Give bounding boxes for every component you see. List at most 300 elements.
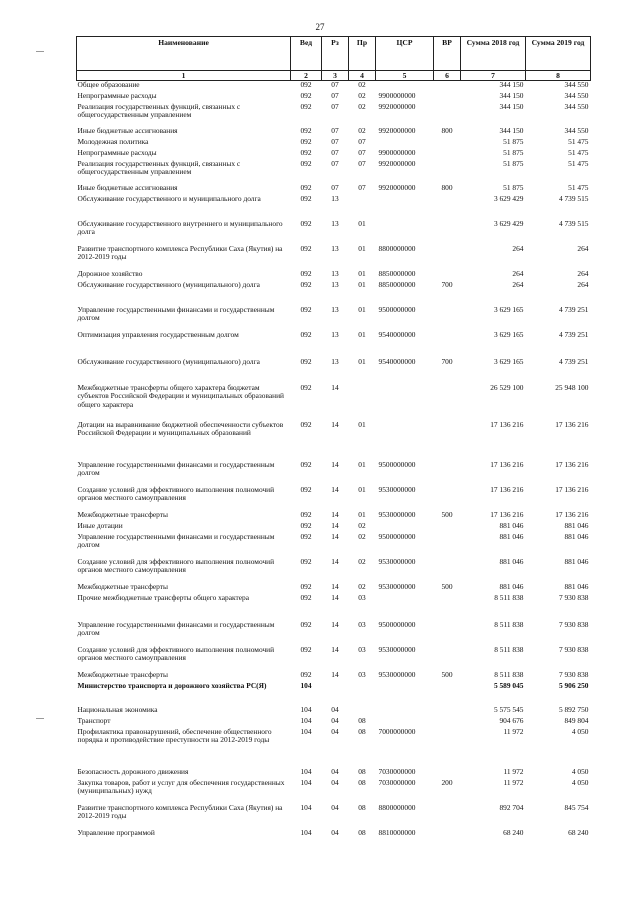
- margin-mark: [36, 718, 44, 719]
- header-number: 6: [434, 71, 461, 81]
- cell-ved: 104: [300, 802, 312, 812]
- cell-sum-2019: 7 930 838: [558, 592, 589, 602]
- cell-vr: 800: [441, 125, 453, 135]
- cell-rz: 14: [331, 556, 339, 566]
- cell-ved: 092: [300, 382, 312, 392]
- cell-sum-2019: 881 046: [564, 556, 589, 566]
- cell-ved: 092: [300, 329, 312, 339]
- header-vr: ВР: [434, 37, 461, 71]
- cell-pr: 07: [358, 136, 366, 146]
- cell-vr: [434, 717, 461, 728]
- cell-vr: [434, 160, 461, 184]
- table-row: [77, 270, 591, 281]
- cell-csr: 9540000000: [378, 329, 416, 339]
- cell-name: Развитие транспортного комплекса Республики Саха (Якутия) на 2012-2019 годы: [77, 802, 283, 821]
- table-row: [77, 127, 591, 138]
- cell-sum-2018: 5 589 045: [493, 680, 524, 690]
- cell-vr: [434, 149, 461, 160]
- cell-vr: [434, 92, 461, 103]
- table-row: [77, 594, 591, 621]
- cell-sum-2018: 264: [512, 268, 524, 278]
- cell-sum-2018: 26 529 100: [490, 382, 524, 392]
- cell-pr: 02: [358, 556, 366, 566]
- table-row: [77, 81, 591, 92]
- cell-rz: 07: [331, 101, 339, 111]
- cell-pr: [349, 195, 376, 220]
- cell-rz: 13: [331, 218, 339, 228]
- cell-name: Обслуживание государственного (муниципального) долга: [77, 356, 260, 366]
- header-rz: Рз: [322, 37, 349, 71]
- cell-csr: 9530000000: [378, 669, 416, 679]
- cell-vr: [434, 306, 461, 331]
- cell-ved: 092: [300, 669, 312, 679]
- cell-sum-2018: 17 136 216: [490, 509, 524, 519]
- cell-sum-2019: 7 930 838: [558, 669, 589, 679]
- table-row: [77, 421, 591, 461]
- cell-rz: 04: [331, 827, 339, 837]
- cell-rz: 07: [331, 147, 339, 157]
- table-row: [77, 281, 591, 306]
- cell-vr: [434, 103, 461, 127]
- cell-name: Закупка товаров, работ и услуг для обеспечения государственных (муниципальных) нужд: [77, 777, 285, 796]
- cell-name: Управление государственными финансами и государственным долгом: [77, 304, 275, 323]
- cell-sum-2019: 264: [577, 268, 589, 278]
- cell-sum-2019: 4 739 251: [558, 304, 589, 314]
- cell-sum-2019: 4 739 515: [558, 218, 589, 228]
- cell-name: Управление государственными финансами и государственным долгом: [77, 531, 275, 550]
- cell-sum-2018: 17 136 216: [490, 419, 524, 429]
- cell-csr: [376, 594, 434, 621]
- cell-pr: 01: [358, 509, 366, 519]
- table-row: [77, 728, 591, 768]
- cell-rz: 13: [331, 356, 339, 366]
- cell-vr: 700: [441, 279, 453, 289]
- table-row: [77, 92, 591, 103]
- cell-sum-2019: 17 136 216: [555, 484, 589, 494]
- cell-rz: 04: [331, 766, 339, 776]
- cell-pr: 07: [358, 147, 366, 157]
- cell-ved: 092: [300, 90, 312, 100]
- cell-sum-2018: 51 875: [503, 136, 524, 146]
- cell-vr: 500: [441, 509, 453, 519]
- cell-sum-2018: 3 629 429: [493, 193, 524, 203]
- cell-ved: 104: [300, 766, 312, 776]
- cell-vr: [434, 138, 461, 149]
- cell-vr: 700: [441, 356, 453, 366]
- table-row: [77, 103, 591, 127]
- cell-sum-2018: 8 511 838: [494, 644, 524, 654]
- cell-sum-2018: 881 046: [499, 520, 524, 530]
- cell-rz: 13: [331, 329, 339, 339]
- table-row: [77, 384, 591, 421]
- cell-rz: 14: [331, 520, 339, 530]
- cell-vr: [434, 245, 461, 270]
- cell-sum-2019: 4 739 515: [558, 193, 589, 203]
- cell-ved: 104: [300, 680, 312, 690]
- cell-ved: 092: [300, 581, 312, 591]
- cell-vr: 500: [441, 669, 453, 679]
- cell-ved: 092: [300, 556, 312, 566]
- cell-csr: 9530000000: [378, 556, 416, 566]
- cell-csr: 8850000000: [378, 268, 416, 278]
- cell-csr: [376, 421, 434, 461]
- cell-ved: 092: [300, 304, 312, 314]
- cell-name: Дорожное хозяйство: [77, 268, 143, 278]
- cell-sum-2019: 4 050: [571, 766, 589, 776]
- cell-pr: [349, 706, 376, 717]
- cell-pr: 01: [358, 243, 366, 253]
- cell-name: Межбюджетные трансферты: [77, 509, 168, 519]
- cell-sum-2018: 8 511 838: [494, 619, 524, 629]
- cell-pr: 08: [358, 777, 366, 787]
- table-row: [77, 245, 591, 270]
- cell-csr: 9920000000: [378, 125, 416, 135]
- cell-vr: [434, 728, 461, 768]
- cell-csr: [376, 706, 434, 717]
- cell-name: Обслуживание государственного внутреннего и муниципального долга: [77, 218, 283, 237]
- cell-csr: 7030000000: [378, 777, 416, 787]
- cell-sum-2019: 17 136 216: [555, 459, 589, 469]
- cell-name: Реализация государственных функций, связанных с общегосударственным управлением: [77, 158, 241, 177]
- cell-sum-2018: 8 511 838: [494, 592, 524, 602]
- cell-vr: [434, 486, 461, 511]
- cell-pr: 08: [358, 827, 366, 837]
- header-number: 5: [376, 71, 434, 81]
- cell-rz: 07: [331, 136, 339, 146]
- cell-csr: 7030000000: [378, 766, 416, 776]
- cell-ved: 092: [300, 592, 312, 602]
- cell-vr: [434, 421, 461, 461]
- cell-ved: 092: [300, 218, 312, 228]
- cell-sum-2018: 51 875: [503, 158, 524, 168]
- cell-rz: 14: [331, 619, 339, 629]
- header-number: 4: [349, 71, 376, 81]
- cell-sum-2019: 344 550: [564, 90, 589, 100]
- cell-vr: [434, 804, 461, 829]
- cell-ved: 092: [300, 125, 312, 135]
- cell-rz: 14: [331, 669, 339, 679]
- cell-vr: [434, 829, 461, 840]
- header-ved: Вед: [291, 37, 322, 71]
- cell-ved: 092: [300, 147, 312, 157]
- cell-name: Развитие транспортного комплекса Республики Саха (Якутия) на 2012-2019 годы: [77, 243, 283, 262]
- cell-sum-2019: 4 739 251: [558, 356, 589, 366]
- cell-sum-2019: 51 475: [568, 147, 589, 157]
- cell-sum-2018: 892 704: [499, 802, 524, 812]
- cell-sum-2018: 264: [512, 243, 524, 253]
- cell-pr: [349, 682, 376, 706]
- table-row: [77, 706, 591, 717]
- cell-csr: 9920000000: [378, 158, 416, 168]
- cell-pr: 01: [358, 304, 366, 314]
- table-row: [77, 682, 591, 706]
- cell-rz: 07: [331, 80, 339, 89]
- table-row: [77, 717, 591, 728]
- table-row: [77, 533, 591, 558]
- cell-pr: 01: [358, 419, 366, 429]
- cell-pr: 02: [358, 125, 366, 135]
- cell-vr: [434, 270, 461, 281]
- cell-pr: 02: [358, 90, 366, 100]
- cell-csr: [376, 682, 434, 706]
- cell-pr: 03: [358, 669, 366, 679]
- cell-sum-2019: 344 550: [564, 80, 589, 89]
- cell-name: Межбюджетные трансферты общего характера бюджетам субъектов Российской Федерации и муниципальных образований общего характера: [77, 382, 284, 410]
- cell-csr: 9920000000: [378, 101, 416, 111]
- cell-name: Профилактика правонарушений, обеспечение общественного порядка и противодействие преступности на 2012-2019 годы: [77, 726, 272, 745]
- cell-csr: 8800000000: [378, 802, 416, 812]
- cell-name: Непрограммные расходы: [77, 147, 157, 157]
- cell-ved: 104: [300, 704, 312, 714]
- cell-rz: 14: [331, 509, 339, 519]
- cell-pr: 03: [358, 619, 366, 629]
- cell-ved: 092: [300, 193, 312, 203]
- cell-sum-2019: 881 046: [564, 581, 589, 591]
- cell-ved: 104: [300, 827, 312, 837]
- cell-vr: 800: [441, 182, 453, 192]
- page-number: 27: [315, 22, 325, 32]
- cell-sum-2019: 68 240: [568, 827, 589, 837]
- cell-pr: 01: [358, 268, 366, 278]
- cell-sum-2018: 8 511 838: [494, 669, 524, 679]
- cell-csr: [376, 81, 434, 92]
- cell-vr: 200: [441, 777, 453, 787]
- cell-sum-2018: 3 629 165: [493, 329, 524, 339]
- cell-csr: 9500000000: [378, 459, 416, 469]
- cell-name: Управление государственными финансами и государственным долгом: [77, 619, 275, 638]
- cell-csr: 9900000000: [378, 147, 416, 157]
- table-row: [77, 804, 591, 829]
- cell-name: Иные дотации: [77, 520, 123, 530]
- table-row: [77, 184, 591, 195]
- cell-name: Межбюджетные трансферты: [77, 581, 168, 591]
- cell-rz: 04: [331, 777, 339, 787]
- cell-sum-2019: 344 550: [564, 125, 589, 135]
- cell-name: Создание условий для эффективного выполнения полномочий органов местного самоуправления: [77, 484, 275, 503]
- cell-pr: 02: [358, 581, 366, 591]
- table-row: [77, 646, 591, 671]
- cell-csr: [376, 384, 434, 421]
- cell-csr: 7000000000: [378, 726, 416, 736]
- cell-ved: 092: [300, 182, 312, 192]
- cell-sum-2018: 5 575 545: [493, 704, 524, 714]
- cell-ved: 092: [300, 158, 312, 168]
- cell-rz: [322, 682, 349, 706]
- cell-rz: 13: [331, 279, 339, 289]
- cell-sum-2019: 4 050: [571, 726, 589, 736]
- header-sum-2019: Сумма 2019 год: [526, 37, 591, 71]
- cell-pr: 08: [358, 766, 366, 776]
- cell-ved: 092: [300, 419, 312, 429]
- cell-ved: 092: [300, 484, 312, 494]
- cell-pr: 08: [358, 715, 366, 725]
- cell-sum-2018: 3 629 165: [493, 304, 524, 314]
- cell-pr: [349, 384, 376, 421]
- cell-sum-2019: 264: [577, 279, 589, 289]
- cell-ved: 104: [300, 726, 312, 736]
- cell-sum-2018: 11 972: [503, 766, 524, 776]
- cell-pr: 07: [358, 158, 366, 168]
- cell-csr: [376, 138, 434, 149]
- cell-rz: 13: [331, 193, 339, 203]
- cell-rz: 14: [331, 592, 339, 602]
- cell-pr: 03: [358, 592, 366, 602]
- cell-name: Обслуживание государственного (муниципального) долга: [77, 279, 260, 289]
- cell-rz: 14: [331, 484, 339, 494]
- cell-sum-2018: 11 972: [503, 777, 524, 787]
- cell-sum-2018: 17 136 216: [490, 459, 524, 469]
- table-row: [77, 779, 591, 804]
- header-sum-2018: Сумма 2018 год: [461, 37, 526, 71]
- cell-name: Транспорт: [77, 715, 111, 725]
- cell-csr: 8800000000: [378, 243, 416, 253]
- cell-pr: 02: [358, 80, 366, 89]
- table-row: [77, 768, 591, 779]
- cell-pr: 02: [358, 531, 366, 541]
- cell-vr: [434, 533, 461, 558]
- cell-csr: 9500000000: [378, 531, 416, 541]
- cell-csr: 8850000000: [378, 279, 416, 289]
- cell-sum-2019: 5 906 250: [558, 680, 589, 690]
- header-csr: ЦСР: [376, 37, 434, 71]
- cell-sum-2019: 51 475: [568, 182, 589, 192]
- cell-sum-2019: 7 930 838: [558, 619, 589, 629]
- cell-ved: 092: [300, 279, 312, 289]
- cell-ved: 092: [300, 243, 312, 253]
- cell-rz: 14: [331, 382, 339, 392]
- cell-name: Молодежная политика: [77, 136, 149, 146]
- cell-csr: 9530000000: [378, 581, 416, 591]
- cell-rz: 07: [331, 90, 339, 100]
- cell-csr: 9500000000: [378, 619, 416, 629]
- cell-vr: [434, 522, 461, 533]
- header-number: 7: [461, 71, 526, 81]
- cell-rz: 04: [331, 802, 339, 812]
- cell-name: Обслуживание государственного и муниципального долга: [77, 193, 261, 203]
- cell-name: Национальная экономика: [77, 704, 158, 714]
- cell-sum-2018: 904 676: [499, 715, 524, 725]
- cell-csr: [376, 195, 434, 220]
- cell-rz: 13: [331, 268, 339, 278]
- cell-rz: 14: [331, 581, 339, 591]
- cell-sum-2019: 5 892 750: [558, 704, 589, 714]
- cell-rz: 13: [331, 304, 339, 314]
- cell-sum-2019: 881 046: [564, 531, 589, 541]
- cell-rz: 04: [331, 726, 339, 736]
- cell-csr: 9540000000: [378, 356, 416, 366]
- cell-rz: 14: [331, 644, 339, 654]
- cell-sum-2019: 4 739 251: [558, 329, 589, 339]
- table-row: [77, 461, 591, 486]
- cell-ved: 092: [300, 101, 312, 111]
- table-row: [77, 583, 591, 594]
- cell-csr: 9900000000: [378, 90, 416, 100]
- cell-sum-2018: 3 629 429: [493, 218, 524, 228]
- cell-name: Общее образование: [77, 80, 140, 89]
- header-name: Наименование: [77, 37, 291, 71]
- cell-name: Реализация государственных функций, связанных с общегосударственным управлением: [77, 101, 241, 120]
- cell-csr: 9500000000: [378, 304, 416, 314]
- cell-name: Создание условий для эффективного выполнения полномочий органов местного самоуправления: [77, 644, 275, 663]
- cell-ved: 092: [300, 619, 312, 629]
- cell-ved: 092: [300, 459, 312, 469]
- cell-sum-2019: 344 550: [564, 101, 589, 111]
- cell-vr: [434, 768, 461, 779]
- cell-sum-2019: 17 136 216: [555, 509, 589, 519]
- cell-vr: 500: [441, 581, 453, 591]
- cell-name: Непрограммные расходы: [77, 90, 157, 100]
- cell-pr: 02: [358, 101, 366, 111]
- table-row: [77, 829, 591, 840]
- cell-name: Иные бюджетные ассигнования: [77, 125, 178, 135]
- cell-ved: 092: [300, 520, 312, 530]
- cell-ved: 092: [300, 80, 312, 89]
- cell-name: Межбюджетные трансферты: [77, 669, 168, 679]
- cell-vr: [434, 621, 461, 646]
- table-row: [77, 511, 591, 522]
- cell-csr: 9530000000: [378, 509, 416, 519]
- cell-sum-2018: 881 046: [499, 581, 524, 591]
- cell-pr: 02: [358, 520, 366, 530]
- cell-rz: 14: [331, 459, 339, 469]
- cell-sum-2018: 344 150: [499, 80, 524, 89]
- table-header: [77, 37, 591, 81]
- cell-vr: [434, 195, 461, 220]
- table-row: [77, 149, 591, 160]
- cell-rz: 07: [331, 158, 339, 168]
- table-row: [77, 358, 591, 384]
- cell-name: Министерство транспорта и дорожного хозяйства РС(Я): [77, 680, 267, 690]
- cell-name: Создание условий для эффективного выполнения полномочий органов местного самоуправления: [77, 556, 275, 575]
- table-row: [77, 558, 591, 583]
- cell-sum-2018: 51 875: [503, 147, 524, 157]
- table-body: [77, 81, 591, 840]
- cell-csr: [376, 522, 434, 533]
- header-number: 1: [77, 71, 291, 81]
- cell-csr: 9920000000: [378, 182, 416, 192]
- cell-name: Управление государственными финансами и государственным долгом: [77, 459, 275, 478]
- cell-pr: 01: [358, 356, 366, 366]
- cell-vr: [434, 384, 461, 421]
- cell-pr: 01: [358, 484, 366, 494]
- cell-vr: [434, 461, 461, 486]
- cell-pr: 08: [358, 802, 366, 812]
- cell-pr: 07: [358, 182, 366, 192]
- cell-sum-2018: 68 240: [503, 827, 524, 837]
- cell-pr: 01: [358, 218, 366, 228]
- cell-rz: 07: [331, 125, 339, 135]
- cell-sum-2018: 344 150: [499, 101, 524, 111]
- cell-ved: 092: [300, 644, 312, 654]
- cell-sum-2018: 881 046: [499, 531, 524, 541]
- table-row: [77, 671, 591, 682]
- cell-sum-2018: 264: [512, 279, 524, 289]
- cell-csr: 9530000000: [378, 484, 416, 494]
- table-row: [77, 195, 591, 220]
- cell-sum-2018: 51 875: [503, 182, 524, 192]
- cell-csr: [376, 717, 434, 728]
- cell-sum-2019: 845 754: [564, 802, 589, 812]
- cell-sum-2019: 264: [577, 243, 589, 253]
- cell-rz: 07: [331, 182, 339, 192]
- cell-ved: 104: [300, 777, 312, 787]
- cell-ved: 092: [300, 509, 312, 519]
- header-number: 3: [322, 71, 349, 81]
- cell-pr: 01: [358, 459, 366, 469]
- cell-vr: [434, 706, 461, 717]
- cell-sum-2018: 344 150: [499, 90, 524, 100]
- cell-rz: 04: [331, 704, 339, 714]
